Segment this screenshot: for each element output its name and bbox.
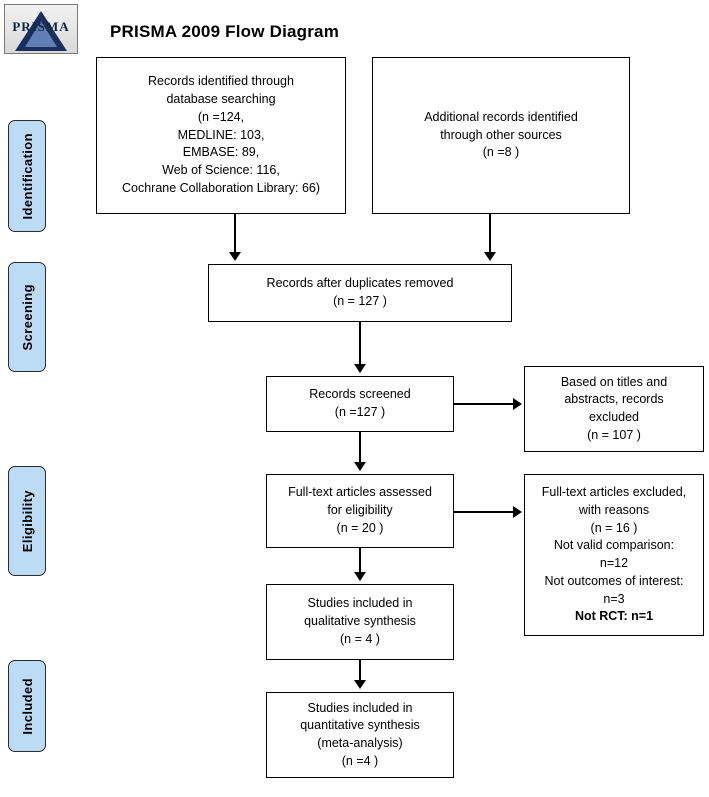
- box-line: Studies included in: [307, 700, 413, 715]
- box-line: (n =124,: [197, 109, 245, 124]
- box-records-identified: [96, 57, 346, 214]
- stage-label-included: [8, 660, 46, 752]
- box-line: n=12: [599, 556, 629, 570]
- connector-qualitative-to-quantitative: [359, 660, 361, 682]
- box-line: (n =8 ): [482, 145, 520, 160]
- box-line: EMBASE: 89,: [182, 145, 260, 160]
- arrow-down-icon: [354, 462, 366, 471]
- connector-screened-to-excluded: [454, 403, 514, 405]
- connector-fulltext-to-excluded: [454, 511, 514, 513]
- box-line: MEDLINE: 103,: [177, 127, 265, 142]
- box-line: (n = 16 ): [590, 520, 638, 535]
- arrow-right-icon: [513, 398, 522, 410]
- connector-fulltext-to-qualitative: [359, 548, 361, 574]
- box-line: Studies included in: [307, 596, 413, 611]
- box-line: (n = 127 ): [333, 294, 387, 308]
- box-line: through other sources: [440, 127, 562, 142]
- box-fulltext-articles-assessed: [266, 474, 454, 548]
- box-line: (n = 107 ): [587, 427, 641, 442]
- box-line: excluded: [588, 410, 640, 424]
- prisma-logo: [4, 4, 78, 54]
- box-line: for eligibility: [327, 503, 393, 518]
- box-qualitative-synthesis: [266, 584, 454, 660]
- box-line: Records identified through: [148, 74, 294, 89]
- box-line: (n = 4 ): [340, 631, 380, 646]
- box-additional-records: [372, 57, 630, 214]
- stage-label-identification-text: Identification: [19, 132, 35, 220]
- page-title: PRISMA 2009 Flow Diagram: [110, 22, 340, 41]
- box-line: (n = 20 ): [336, 520, 384, 535]
- box-line: abstracts, records: [564, 392, 664, 407]
- stage-label-eligibility-text: Eligibility: [19, 489, 35, 553]
- box-line: (n =4 ): [341, 753, 379, 768]
- box-line: Web of Science: 116,: [162, 163, 280, 178]
- arrow-right-icon: [513, 506, 522, 518]
- box-duplicates-removed: [208, 264, 512, 322]
- box-line: quantitative synthesis: [300, 718, 420, 733]
- box-line: (n =127 ): [334, 405, 386, 419]
- arrow-down-icon: [354, 572, 366, 581]
- box-line: Records after duplicates removed: [266, 276, 454, 291]
- box-quantitative-synthesis: [266, 692, 454, 778]
- box-line-bold: Not RCT: n=1: [574, 609, 654, 624]
- stage-label-eligibility: [8, 466, 46, 576]
- arrow-down-icon: [484, 252, 496, 261]
- box-line: n=3: [603, 591, 625, 606]
- box-line: qualitative synthesis: [304, 614, 416, 629]
- box-line: Cochrane Collaboration Library: 66): [121, 180, 321, 195]
- box-fulltext-articles-excluded: [524, 474, 704, 636]
- stage-label-screening-text: Screening: [19, 283, 35, 351]
- stage-label-included-text: Included: [19, 677, 35, 735]
- connector-identified-to-duplicates: [234, 214, 236, 254]
- stage-label-screening: [8, 262, 46, 372]
- box-line: with reasons: [578, 502, 650, 517]
- box-line: Based on titles and: [560, 374, 668, 389]
- prisma-logo-text: PRISMA: [12, 19, 70, 34]
- box-line: Additional records identified: [424, 109, 578, 124]
- box-records-screened: [266, 376, 454, 432]
- arrow-down-icon: [229, 252, 241, 261]
- box-line: Not outcomes of interest:: [544, 573, 684, 588]
- box-line: database searching: [166, 92, 276, 107]
- box-records-excluded: [524, 366, 704, 452]
- arrow-down-icon: [354, 680, 366, 689]
- box-line: Full-text articles assessed: [288, 485, 432, 500]
- box-line: Full-text articles excluded,: [541, 485, 687, 499]
- connector-duplicates-to-screened: [359, 322, 361, 366]
- box-line: Not valid comparison:: [553, 538, 675, 553]
- connector-additional-to-duplicates: [489, 214, 491, 254]
- connector-screened-to-fulltext: [359, 432, 361, 464]
- box-line: Records screened: [309, 387, 411, 402]
- box-line: (meta-analysis): [317, 736, 403, 750]
- stage-label-identification: [8, 120, 46, 232]
- arrow-down-icon: [354, 364, 366, 373]
